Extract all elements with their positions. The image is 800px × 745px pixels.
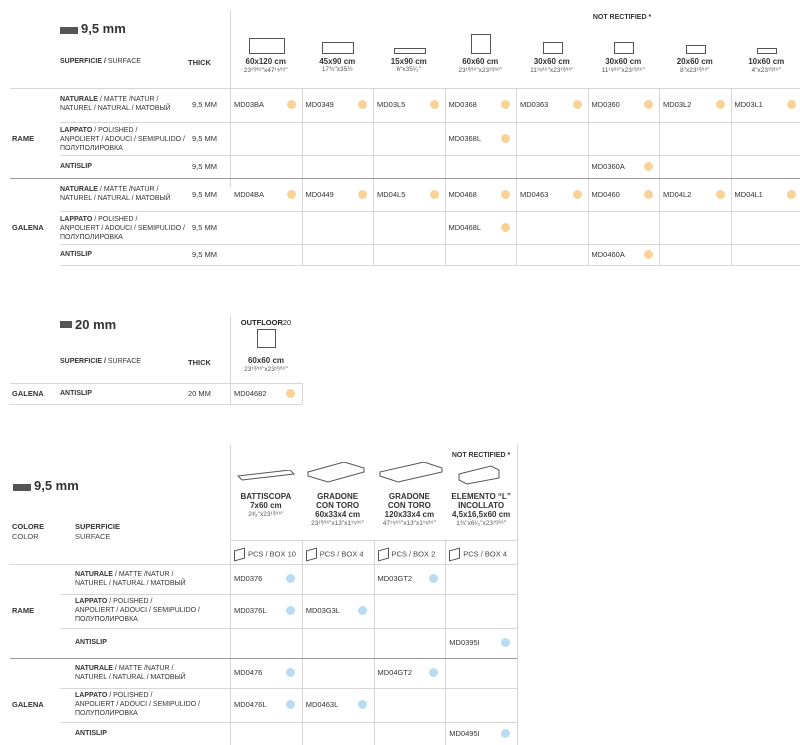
thickness-value: 9,5 MM — [192, 100, 218, 109]
availability-dot — [501, 729, 510, 738]
pcs-per-box — [234, 549, 296, 560]
availability-dot — [644, 250, 653, 259]
column-divider — [230, 316, 231, 404]
availability-dot — [430, 190, 439, 199]
availability-dot — [430, 100, 439, 109]
product-code: MD04L2 — [663, 189, 692, 199]
surface-bold: NATURALE — [75, 571, 113, 578]
column-header — [374, 492, 446, 528]
profile-drawing-icon — [304, 462, 374, 486]
thickness-value: 9,5 MM — [192, 161, 218, 171]
tile-size-inches: 23¹⁰⁄¹⁶"x23¹⁰⁄¹⁶" — [458, 67, 503, 74]
product-code: MD04682 — [234, 389, 267, 398]
surface-line2: NATUREL / NATURAL / МАТОВЫЙ — [75, 674, 186, 681]
availability-dot — [716, 100, 725, 109]
product-code: MD03L2 — [663, 100, 692, 109]
availability-dot — [716, 190, 725, 199]
thickness-value: 9,5 MM — [192, 189, 218, 199]
superficie-label — [60, 358, 141, 365]
tile-size: 45x90 cm — [319, 57, 356, 66]
availability-dot — [573, 100, 582, 109]
row-divider — [60, 122, 800, 123]
thickness-value: 9,5 MM — [192, 222, 218, 232]
product-code: MD0360 — [591, 100, 620, 109]
availability-dot — [429, 668, 438, 677]
row-divider — [60, 244, 800, 245]
thickness-bar-icon — [60, 321, 72, 328]
surface-line2: ANPOLIERT / ADOUCI / SEMIPULIDO / — [60, 225, 185, 232]
surface-bold: ANTISLIP — [75, 639, 107, 646]
product-code: MD0363 — [520, 100, 549, 109]
thickness-value: 9,5 MM — [192, 133, 218, 143]
availability-dot — [501, 100, 510, 109]
pcs-per-box — [306, 549, 364, 560]
column-divider — [230, 445, 231, 745]
column-divider — [302, 88, 303, 265]
thickness-value: 9,5 MM — [192, 249, 218, 259]
product-code: MD04L5 — [377, 189, 406, 199]
availability-dot — [286, 668, 295, 677]
surface-rest: / MATTE /NATUR / — [112, 571, 174, 578]
color-group-label: GALENA — [12, 700, 44, 709]
surface-label: SURFACE — [75, 532, 111, 541]
product-code: MD0460A — [591, 249, 625, 259]
row-divider — [10, 88, 800, 89]
surface-bold: LAPPATO — [60, 216, 93, 223]
surface-bold: LAPPATO — [75, 598, 108, 605]
box-icon — [306, 548, 317, 562]
row-divider — [60, 628, 517, 629]
product-code: MD0495I — [449, 728, 480, 738]
tile-size: 30x60 cm — [533, 57, 570, 66]
product-name: GRADONE — [388, 492, 430, 501]
availability-dot — [358, 190, 367, 199]
surface-line3: ПОЛУПОЛИРОВКА — [75, 710, 138, 717]
tile-size-inches: 17¾"x35½ — [321, 66, 353, 73]
availability-dot — [286, 700, 295, 709]
superficie-label: SUPERFICIE — [75, 522, 121, 531]
pcs-per-box — [378, 549, 436, 560]
box-icon — [449, 548, 460, 562]
profile-path — [238, 470, 294, 480]
surface-rest: / MATTE /NATUR / — [97, 96, 159, 103]
product-name-2: INCOLLATO — [458, 501, 505, 510]
product-code: MD0449 — [305, 189, 334, 199]
tile-shape-icon — [257, 329, 276, 348]
surface-bold: NATURALE — [60, 96, 98, 103]
tile-shape-icon — [394, 48, 426, 54]
column-divider — [731, 88, 732, 265]
availability-dot — [286, 389, 295, 398]
outfloor-bold: OUTFLOOR — [240, 318, 283, 327]
row-divider — [60, 155, 800, 156]
availability-dot — [501, 223, 510, 232]
product-code: MD03BA — [234, 100, 265, 109]
section-title: 9,5 mm — [81, 21, 126, 36]
surface-name — [60, 126, 185, 153]
row-divider — [60, 722, 517, 723]
product-size: 60x33x4 cm — [315, 510, 361, 519]
product-name: GRADONE — [317, 492, 359, 501]
product-code: MD0376L — [234, 606, 267, 615]
outfloor-title — [230, 318, 302, 327]
superficie-label — [60, 58, 141, 65]
surface-name — [75, 570, 186, 588]
surface-label: SURFACE — [105, 58, 141, 65]
color-group-label: RAME — [12, 133, 35, 143]
row-divider — [10, 383, 302, 384]
surface-name — [75, 729, 107, 738]
superficie-label-bold: SUPERFICIE / — [60, 358, 106, 365]
surface-line2: ANPOLIERT / ADOUCI / SEMIPULIDO / — [60, 136, 185, 143]
surface-rest: / POLISHED / — [107, 692, 153, 699]
box-icon — [378, 548, 389, 562]
color-label: COLOR — [12, 532, 39, 541]
column-header — [445, 57, 517, 74]
box-icon — [234, 548, 245, 562]
product-code: MD0476 — [234, 668, 263, 677]
surface-name — [75, 597, 200, 624]
not-rectified-note: NOT RECTIFIED * — [451, 452, 511, 459]
column-header — [373, 57, 445, 73]
product-size-inches: 47¹⁴⁄¹⁶"x13"x1¹⁵⁄¹⁶" — [382, 520, 436, 527]
product-code: MD0468L — [448, 222, 482, 232]
column-divider — [302, 383, 303, 404]
product-code: MD0463 — [520, 189, 549, 199]
product-code: MD0395I — [449, 638, 480, 647]
availability-dot — [286, 574, 295, 583]
product-name-2: CON TORO — [387, 501, 431, 510]
profile-drawing-icon — [376, 462, 446, 486]
surface-line3: ПОЛУПОЛИРОВКА — [75, 616, 138, 623]
section-title: 20 mm — [75, 317, 117, 332]
thickness-value: 20 MM — [188, 389, 211, 398]
column-header — [230, 57, 302, 74]
surface-name — [75, 664, 186, 682]
product-code: MD03L5 — [377, 100, 406, 109]
product-code: MD0368 — [448, 100, 477, 109]
product-code: MD04GT2 — [377, 668, 413, 677]
tile-size-inches: 11¹⁵⁄¹⁶"x23¹⁰⁄¹⁶" — [601, 67, 645, 74]
row-divider — [60, 265, 800, 266]
tile-size: 20x60 cm — [676, 57, 713, 66]
tile-size: 30x60 cm — [605, 57, 642, 66]
product-code: MD0368L — [448, 133, 482, 143]
availability-dot — [644, 190, 653, 199]
tile-size: 15x90 cm — [390, 57, 427, 66]
surface-rest: / POLISHED / — [92, 216, 138, 223]
surface-line3: ПОЛУПОЛИРОВКА — [60, 234, 123, 241]
availability-dot — [358, 100, 367, 109]
surface-bold: NATURALE — [60, 186, 98, 193]
tile-size: 10x60 cm — [748, 57, 785, 66]
surface-bold: ANTISLIP — [60, 162, 92, 170]
product-size-inches: 2³⁄₈"x23¹⁰⁄¹⁶" — [248, 511, 284, 518]
pcs-per-box — [449, 549, 507, 560]
pcs-text: PCS / BOX 4 — [319, 549, 364, 559]
thick-label: THICK — [188, 358, 211, 367]
tile-size-inches: 23¹⁰⁄¹⁶"x47¹⁴⁄¹⁶" — [243, 67, 288, 74]
superficie-label-bold: SUPERFICIE / — [60, 58, 106, 65]
product-code: MD03GT2 — [377, 574, 413, 583]
pcs-text: PCS / BOX 2 — [391, 549, 436, 559]
product-code: MD0349 — [305, 100, 334, 109]
product-name: ELEMENTO “L” — [451, 492, 511, 501]
profile-path — [459, 466, 499, 484]
product-size-inches: 23¹⁰⁄¹⁶"x13"x1¹⁵⁄¹⁶" — [311, 520, 365, 527]
column-divider — [374, 540, 375, 745]
surface-label: SURFACE — [105, 358, 141, 365]
surface-bold: LAPPATO — [75, 692, 108, 699]
profile-drawing-icon — [447, 462, 517, 486]
availability-dot — [501, 190, 510, 199]
product-code: MD0468 — [448, 189, 477, 199]
product-code: MD0360A — [591, 161, 625, 171]
pcs-text: PCS / BOX 4 — [463, 549, 508, 559]
thickness-bar-icon — [60, 27, 78, 34]
product-size: 7x60 cm — [250, 501, 282, 510]
surface-bold: ANTISLIP — [75, 729, 107, 737]
profile-drawing-icon — [232, 470, 302, 494]
surface-name — [60, 95, 171, 113]
column-header — [302, 492, 374, 528]
column-divider — [659, 88, 660, 265]
surface-name: ANTISLIP — [60, 390, 92, 397]
tile-size: 60x120 cm — [245, 57, 286, 66]
surface-line3: ПОЛУПОЛИРОВКА — [60, 145, 123, 152]
group-divider — [10, 178, 800, 179]
row-divider — [60, 688, 517, 689]
surface-line2: ANPOLIERT / ADOUCI / SEMIPULIDO / — [75, 607, 200, 614]
tile-shape-icon — [471, 34, 491, 54]
availability-dot — [501, 638, 510, 647]
row-divider — [10, 564, 517, 565]
surface-name — [75, 638, 107, 647]
color-group-label: GALENA — [12, 389, 44, 398]
surface-bold: LAPPATO — [60, 127, 93, 134]
product-code: MD0463L — [305, 700, 339, 709]
availability-dot — [286, 606, 295, 615]
surface-rest: / POLISHED / — [92, 127, 138, 134]
surface-name — [60, 162, 92, 171]
column-divider — [445, 88, 446, 265]
column-header — [445, 492, 517, 528]
tile-size-inches: 4"x23¹⁰⁄¹⁶" — [751, 67, 781, 74]
availability-dot — [429, 574, 438, 583]
thickness-bar-icon — [13, 484, 31, 491]
surface-name — [75, 691, 200, 718]
availability-dot — [358, 700, 367, 709]
product-code: MD0460 — [591, 189, 620, 199]
colore-label: COLORE — [12, 522, 45, 531]
surface-line2: ANPOLIERT / ADOUCI / SEMIPULIDO / — [75, 701, 200, 708]
column-header — [731, 57, 800, 74]
section-title: 9,5 mm — [34, 478, 79, 493]
tile-shape-icon — [686, 45, 706, 54]
column-header — [516, 57, 588, 74]
group-divider — [10, 658, 517, 659]
surface-rest: / POLISHED / — [107, 598, 153, 605]
surface-name — [60, 215, 185, 242]
tile-shape-icon — [757, 48, 777, 54]
product-code: MD0376 — [234, 574, 263, 583]
surface-rest: / MATTE /NATUR / — [97, 186, 159, 193]
surface-rest: / MATTE /NATUR / — [112, 665, 174, 672]
availability-dot — [644, 100, 653, 109]
color-group-label: GALENA — [12, 222, 44, 232]
column-divider — [588, 88, 589, 265]
column-header — [659, 57, 731, 74]
product-code: MD03G3L — [305, 606, 340, 615]
product-name-2: CON TORO — [316, 501, 360, 510]
outfloor-suffix: 20 — [282, 318, 292, 327]
availability-dot — [787, 100, 796, 109]
column-divider — [373, 88, 374, 265]
product-code: MD0476L — [234, 700, 267, 709]
column-divider — [445, 540, 446, 745]
tile-size: 60x60 cm — [247, 356, 285, 365]
surface-line2: NATUREL / NATURAL / МАТОВЫЙ — [60, 195, 171, 202]
surface-line2: NATUREL / NATURAL / МАТОВЫЙ — [75, 580, 186, 587]
column-divider — [517, 445, 518, 745]
row-divider — [230, 540, 517, 541]
surface-line2: NATUREL / NATURAL / МАТОВЫЙ — [60, 105, 171, 112]
surface-bold: ANTISLIP — [60, 250, 92, 258]
availability-dot — [287, 100, 296, 109]
color-group-label: RAME — [12, 606, 35, 615]
column-divider — [302, 540, 303, 745]
column-divider — [230, 10, 231, 88]
row-divider — [60, 211, 800, 212]
profile-path — [308, 462, 364, 482]
product-size-inches: 1¾"x6¹⁄₂"x23¹⁰⁄¹⁶" — [456, 520, 507, 527]
tile-shape-icon — [249, 38, 285, 54]
surface-bold: NATURALE — [75, 665, 113, 672]
availability-dot — [644, 162, 653, 171]
column-divider — [516, 88, 517, 265]
profile-path — [380, 462, 442, 482]
availability-dot — [287, 190, 296, 199]
tile-size-inches: 23¹⁰⁄¹⁶"x23¹⁰⁄¹⁶" — [244, 366, 288, 373]
row-divider — [60, 594, 517, 595]
surface-name — [60, 185, 171, 203]
pcs-text: PCS / BOX 10 — [248, 549, 296, 559]
column-header — [230, 492, 302, 519]
surface-name — [60, 250, 92, 259]
not-rectified-note: NOT RECTIFIED * — [592, 14, 652, 21]
thick-label: THICK — [188, 58, 211, 67]
product-size: 120x33x4 cm — [384, 510, 435, 519]
product-size: 4,5x16,5x60 cm — [451, 510, 511, 519]
tile-shape-icon — [543, 42, 563, 54]
availability-dot — [358, 606, 367, 615]
column-header — [302, 57, 374, 73]
tile-size-inches: 6"x35¹⁄₂" — [396, 66, 421, 73]
product-name: BATTISCOPA — [240, 492, 292, 501]
product-code: MD03L1 — [734, 100, 763, 109]
product-code: MD04BA — [234, 189, 265, 199]
column-header — [230, 356, 302, 373]
row-divider — [10, 404, 302, 405]
tile-shape-icon — [614, 42, 634, 54]
availability-dot — [787, 190, 796, 199]
tile-shape-icon — [322, 42, 354, 54]
tile-size-inches: 11¹⁵⁄¹⁶"x23¹⁰⁄¹⁶" — [530, 67, 574, 74]
availability-dot — [573, 190, 582, 199]
product-code: MD04L1 — [734, 189, 763, 199]
column-header — [588, 57, 660, 74]
tile-size-inches: 8"x23¹⁰⁄¹⁶" — [680, 67, 710, 74]
tile-size: 60x60 cm — [462, 57, 499, 66]
availability-dot — [501, 134, 510, 143]
